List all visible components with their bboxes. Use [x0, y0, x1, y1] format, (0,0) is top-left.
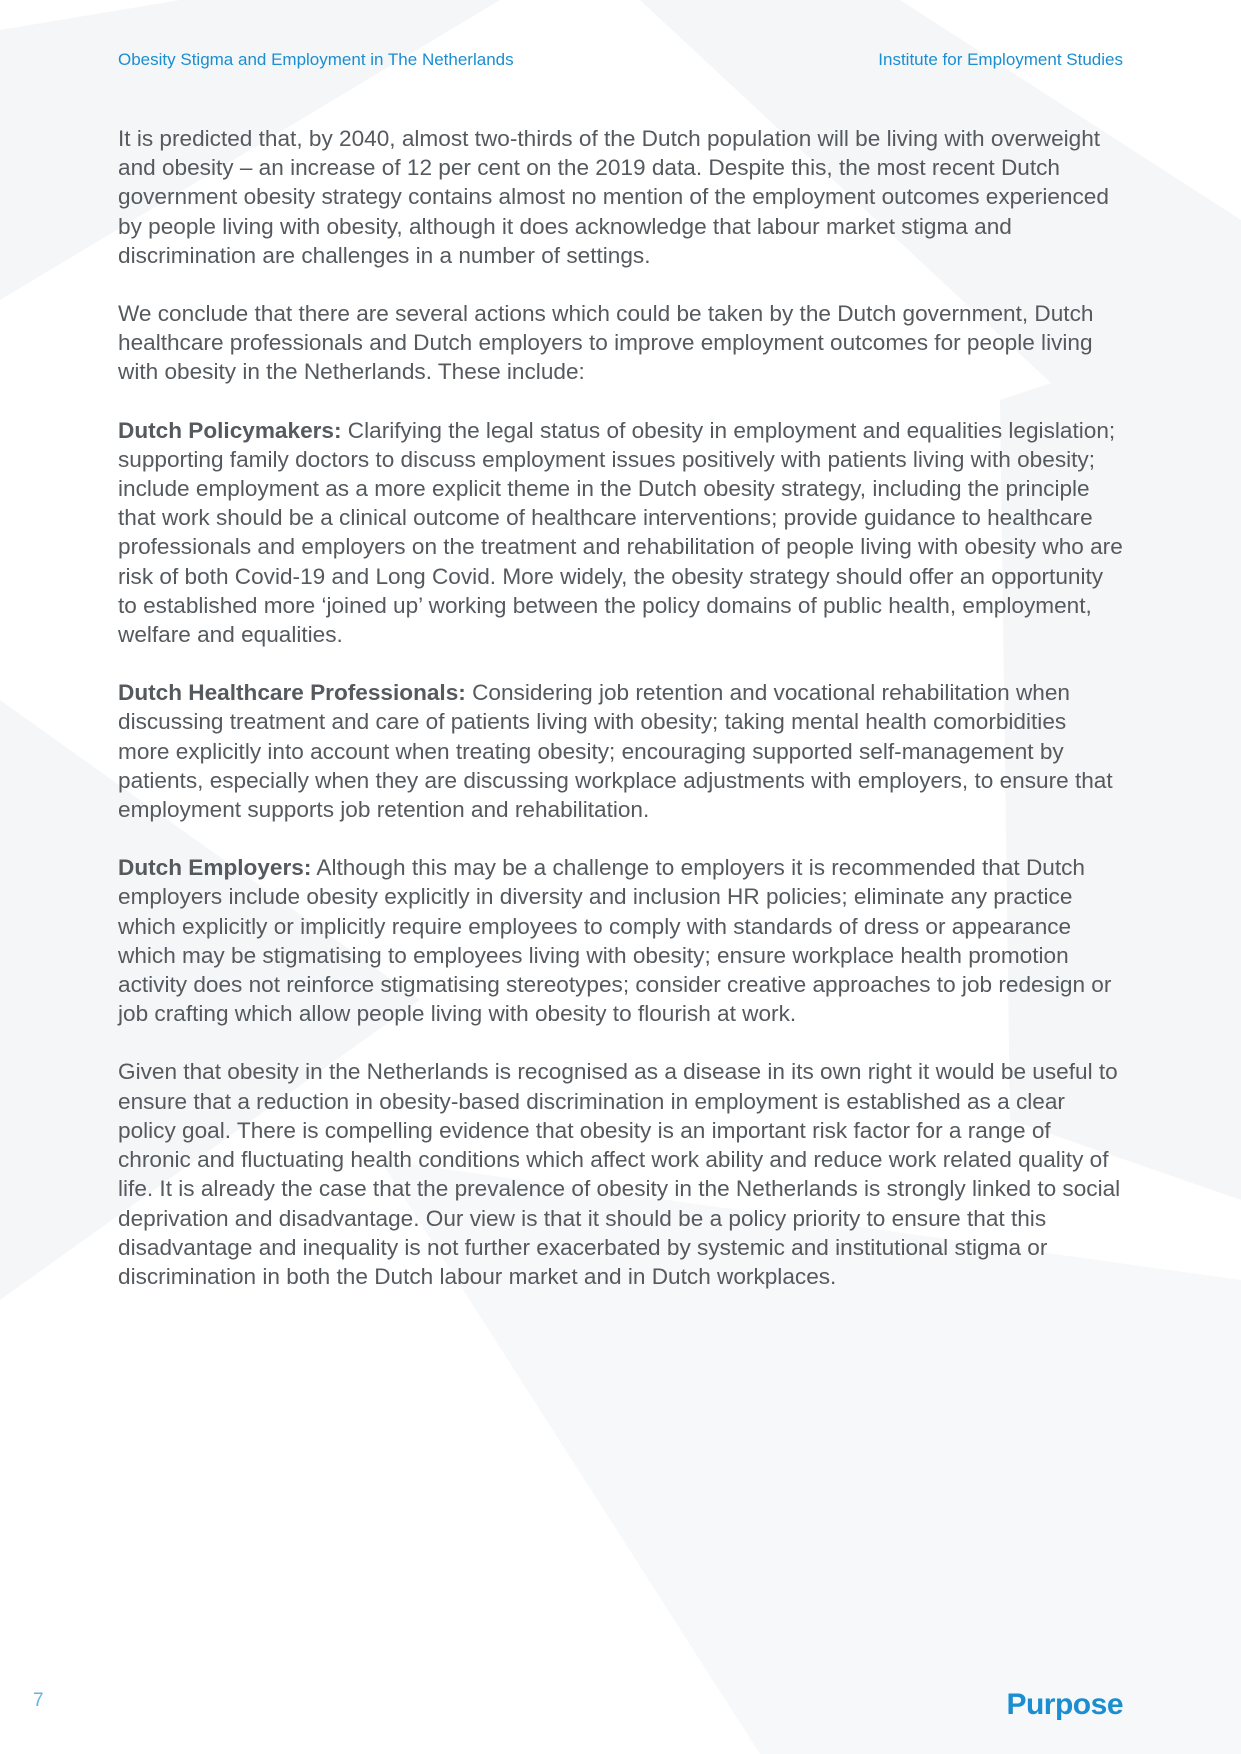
page-number: 7: [33, 1690, 44, 1711]
publisher-name: Institute for Employment Studies: [878, 50, 1123, 69]
paragraph-conclusion: [118, 299, 1123, 387]
document-title: Obesity Stigma and Employment in The Netherlands: [118, 50, 514, 69]
page-header: [118, 50, 1123, 74]
paragraph-healthcare-professionals: [118, 678, 1123, 824]
paragraph-text: It is predicted that, by 2040, almost two-thirds of the Dutch population will be living with overweight and obesity – an increase of 12 per cent on the 2019 data. Despite this, the most recent Dutch government obesity strategy contains almost no mention of the employment outcomes experienced by people living with obesity, although it does acknowledge that labour market stigma and discrimination are challenges in a number of settings.: [118, 126, 1109, 268]
paragraph-lead: Dutch Policymakers:: [118, 417, 342, 443]
paragraph-text: We conclude that there are several actions which could be taken by the Dutch government, Dutch healthcare professionals and Dutch employers to improve employment outcomes for people living with obesity in the Netherlands. These include:: [118, 301, 1094, 385]
paragraph-intro: [118, 124, 1123, 270]
paragraph-text: Considering job retention and vocational rehabilitation when discussing treatment and care of patients living with obesity; taking mental health comorbidities more explicitly into account when treating obesity; encouraging supported self-management by patients, especially when they are discussing workplace adjustments with employers, to ensure that employment supports job retention and rehabilitation.: [118, 680, 1113, 823]
paragraph-text: Clarifying the legal status of obesity in employment and equalities legislation; supporting family doctors to discuss employment issues positively with patients living with obesity; include employment as a more explicit theme in the Dutch obesity strategy, including the principle that work should be a clinical outcome of healthcare interventions; provide guidance to healthcare professionals and employers on the treatment and rehabilitation of people living with obesity who are risk of both Covid-19 and Long Covid. More widely, the obesity strategy should offer an opportunity to established more ‘joined up’ working between the policy domains of public health, employment, welfare and equalities.: [118, 417, 1123, 648]
paragraph-lead: Dutch Healthcare Professionals:: [118, 680, 466, 706]
paragraph-lead: Dutch Employers:: [118, 855, 312, 881]
footer-brand-logo: Purpose: [1006, 1688, 1123, 1721]
body-content: [118, 124, 1123, 1320]
paragraph-policymakers: [118, 416, 1123, 650]
paragraph-text: Although this may be a challenge to employers it is recommended that Dutch employers include obesity explicitly in diversity and inclusion HR policies; eliminate any practice which explicitly or implicitly require employees to comply with standards of dress or appearance which may be stigmatising to employees living with obesity; ensure workplace health promotion activity does not reinforce stigmatising stereotypes; consider creative approaches to job redesign or job crafting which allow people living with obesity to flourish at work.: [118, 855, 1112, 1027]
paragraph-closing: [118, 1057, 1123, 1291]
paragraph-employers: [118, 853, 1123, 1028]
paragraph-text: Given that obesity in the Netherlands is recognised as a disease in its own right it would be useful to ensure that a reduction in obesity-based discrimination in employment is established as a clear policy goal. There is compelling evidence that obesity is an important risk factor for a range of chronic and fluctuating health conditions which affect work ability and reduce work related quality of life. It is already the case that the prevalence of obesity in the Netherlands is strongly linked to social deprivation and disadvantage. Our view is that it should be a policy priority to ensure that this disadvantage and inequality is not further exacerbated by systemic and institutional stigma or discrimination in both the Dutch labour market and in Dutch workplaces.: [118, 1059, 1121, 1289]
